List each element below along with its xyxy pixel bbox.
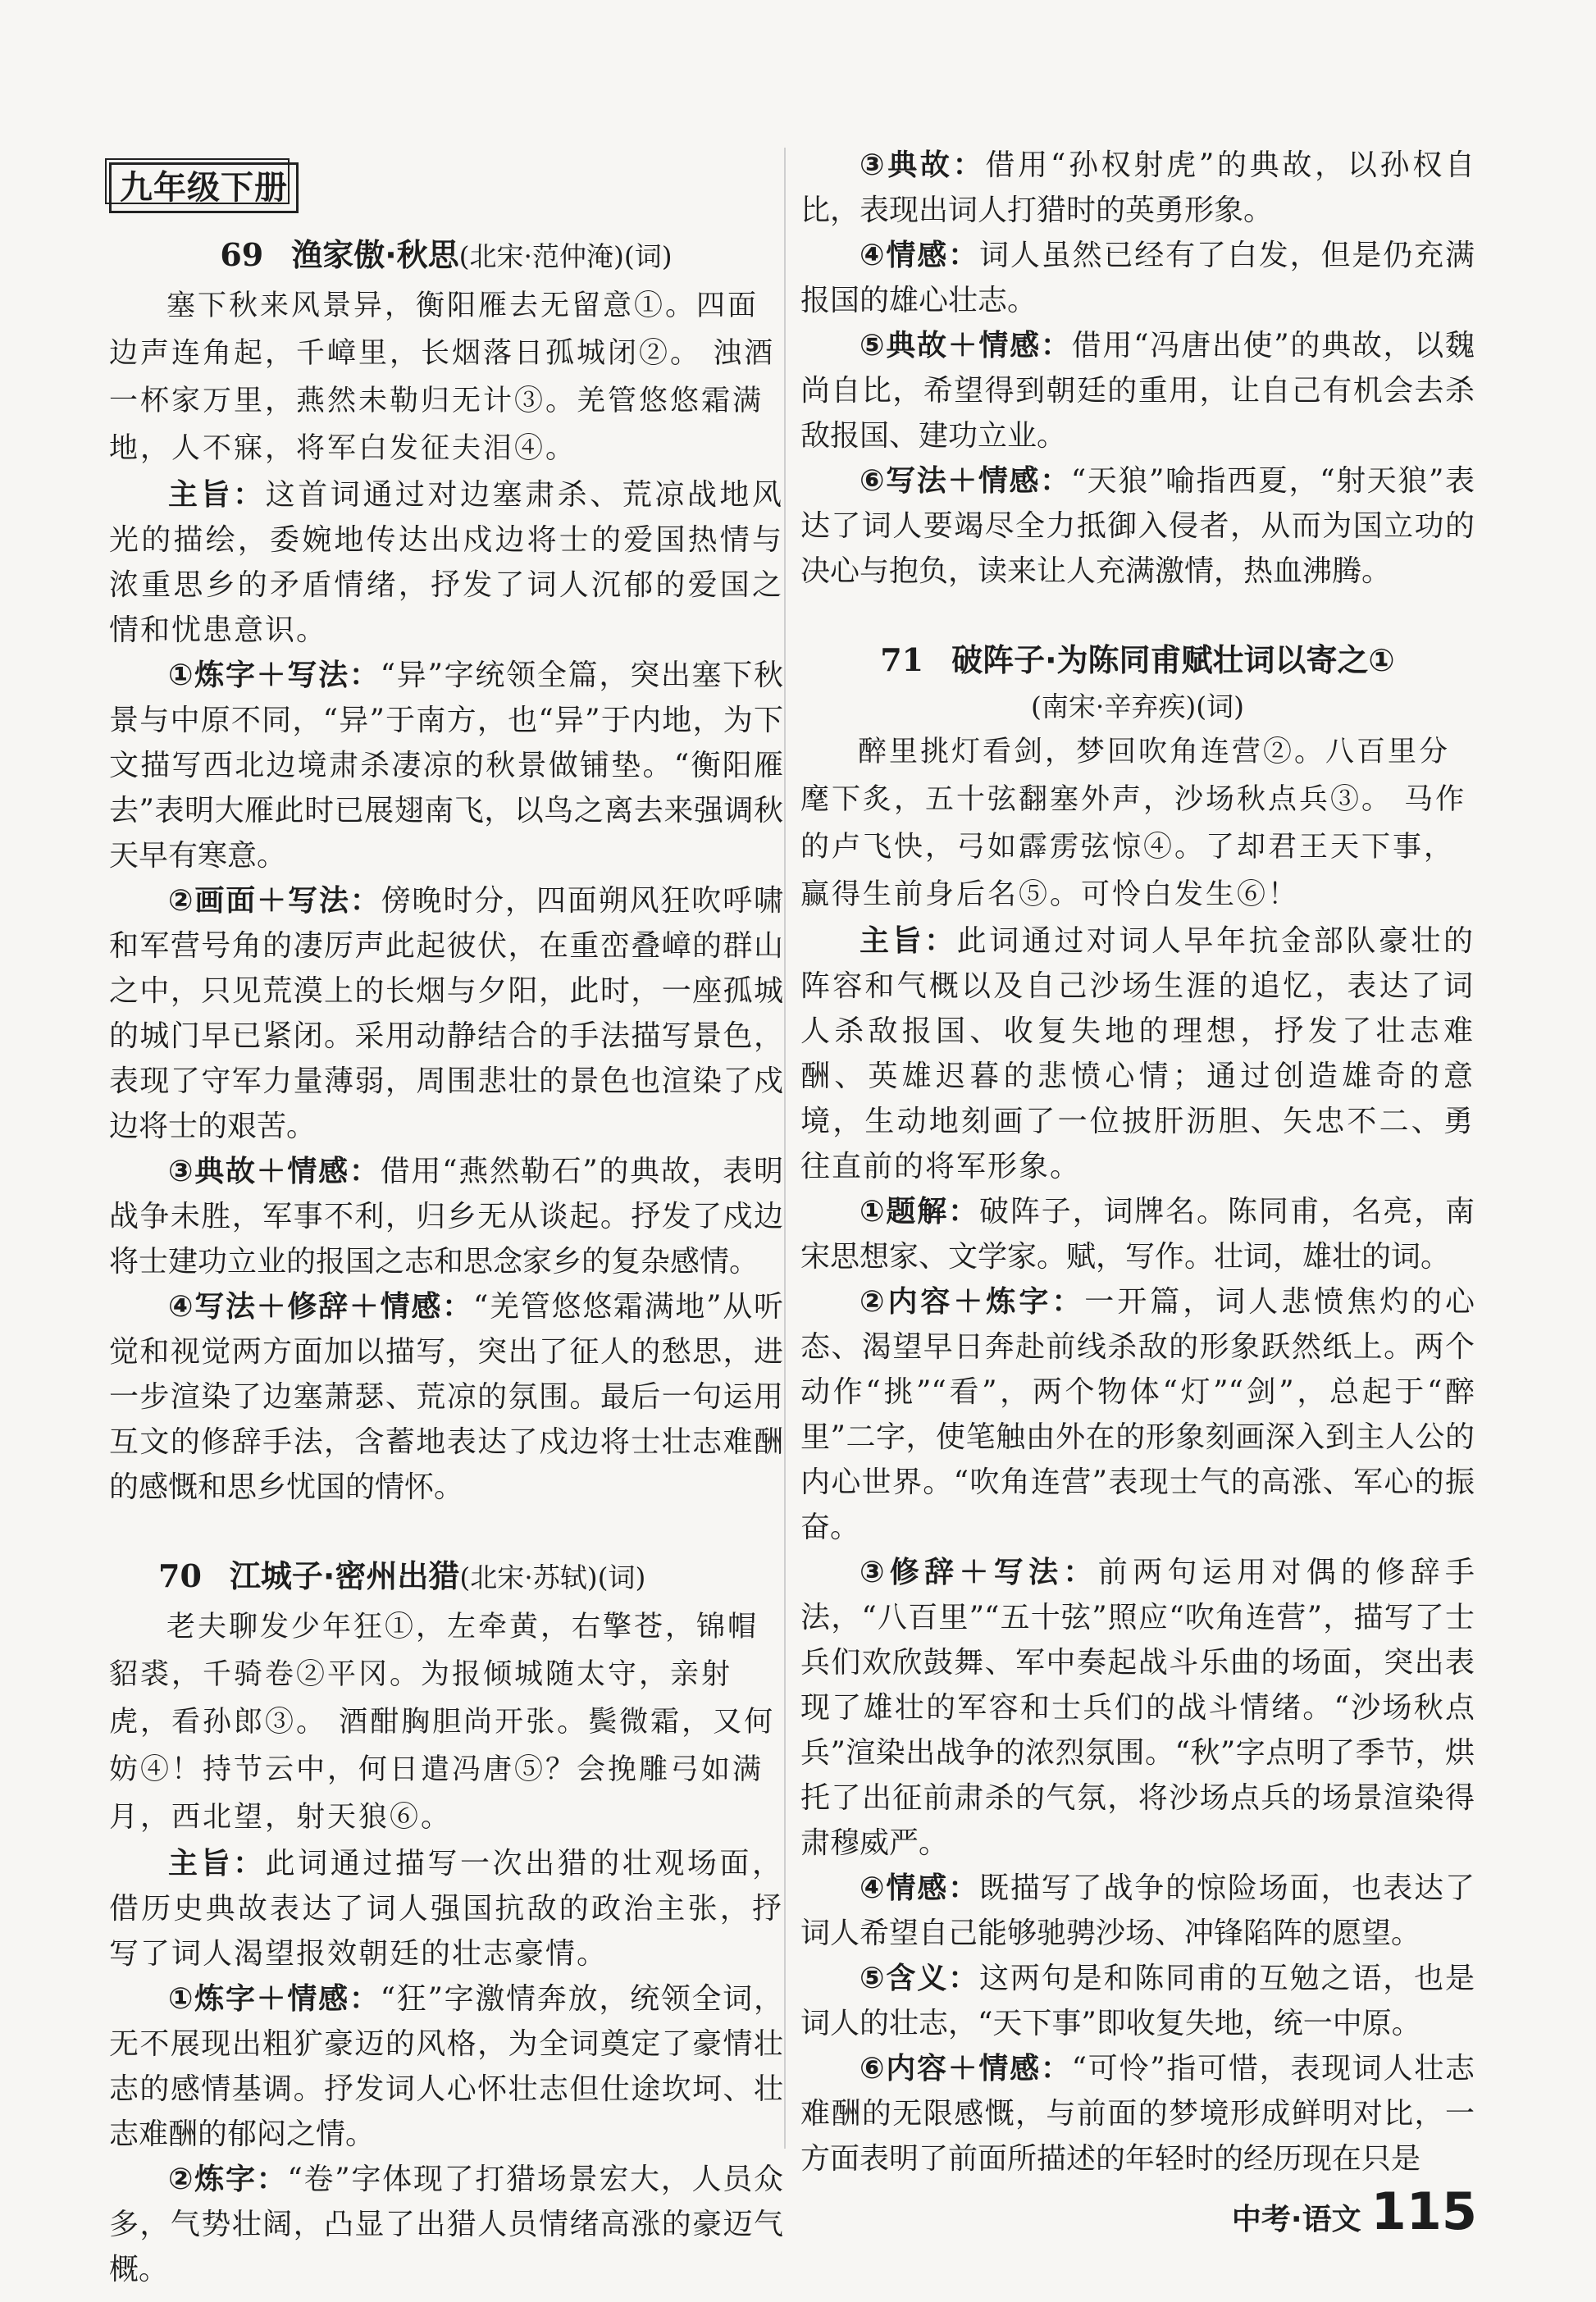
poem70-note-2: ②炼字：“卷”字体现了打猎场景宏大，人员众多，气势壮阔，凸显了出猎人员情绪高涨的豪迈气概。 [109,2163,783,2286]
page-footer [1232,2181,1477,2241]
poem70-name: 江城子·密州出猎 [229,1558,460,1594]
poem71-text: 醉里挑灯看剑，梦回吹角连营②。八百里分麾下炙，五十弦翻塞外声，沙场秋点兵③。 马作的卢飞快，弓如霹雳弦惊④。了却君王天下事，赢得生前身后名⑤。可怜白发生⑥！ [800,736,1467,911]
poem69-theme: 主旨：这首词通过对边塞肃杀、荒凉战地风光的描绘，委婉地传达出戍边将士的爱国热情与浓重思乡的矛盾情绪，抒发了词人沉郁的爱国之情和忧患意识。 [109,478,783,647]
footer-subject: 中考·语文 [1231,2203,1361,2236]
poem71-theme: 主旨：此词通过对词人早年抗金部队豪壮的阵容和气概以及自己沙场生涯的追忆，表达了词人杀敌报国、收复失地的理想，抒发了壮志难酬、英雄迟暮的悲愤心情；通过创造雄奇的意境，生动地刻画了一位披肝沥胆、矢忠不二、勇往直前的将军形象。 [800,924,1475,1183]
poem69-note-1: ①炼字＋写法：“异”字统领全篇，突出塞下秋景与中原不同，“异”于南方，也“异”于内地，为下文描写西北边境肃杀凄凉的秋景做铺垫。“衡阳雁去”表明大雁此时已展翅南飞，以鸟之离去来强调秋天早有寒意。 [109,659,784,873]
poem69-title [109,230,783,282]
poem69-text: 塞下秋来风景异，衡阳雁去无留意①。四面边声连角起，千嶂里，长烟落日孤城闭②。 浊酒一杯家万里，燕然未勒归无计③。羌管悠悠霜满地，人不寐，将军白发征夫泪④。 [109,289,776,465]
poem70-text: 老夫聊发少年狂①，左牵黄，右擎苍，锦帽貂裘，千骑卷②平冈。为报倾城随太守，亲射虎，看孙郎③。 酒酣胸胆尚开张。鬓微霜，又何妨④！持节云中，何日遣冯唐⑤？会挽雕弓如满月，西北望，射天狼⑥。 [109,1611,776,1834]
poem71-note-6: ⑥内容＋情感：“可怜”指可惜，表现词人壮志难酬的无限感慨，与前面的梦境形成鲜明对比，一方面表明了前面所描述的年轻时的经历现在只是 [800,2052,1475,2176]
left-column [109,164,783,2292]
poem70-number: 70 [158,1557,202,1594]
poem70-note-6: ⑥写法＋情感：“天狼”喻指西夏，“射天狼”表达了词人要竭尽全力抵御入侵者，从而为国立功的决心与抱负，读来让人充满激情，热血沸腾。 [800,464,1475,588]
grade-title: 九年级下册 [109,162,299,213]
poem70-source: (北宋·苏轼)(词) [459,1561,646,1593]
poem71-title [800,635,1475,686]
poem71-source: (南宋·辛弃疾)(词) [1031,691,1244,723]
poem70-note-4: ④情感：词人虽然已经有了白发，但是仍充满报国的雄心壮志。 [800,239,1475,317]
right-column [800,143,1475,2181]
poem71-note-5: ⑤含义：这两句是和陈同甫的互勉之语，也是词人的壮志，“天下事”即收复失地，统一中原。 [800,1962,1475,2040]
poem71-note-3: ③修辞＋写法：前两句运用对偶的修辞手法，“八百里”“五十弦”照应“吹角连营”，描写了士兵们欢欣鼓舞、军中奏起战斗乐曲的场面，突出表现了雄壮的军容和士兵们的战斗情绪。“沙场秋点兵”渲染出战争的浓烈氛围。“秋”字点明了季节，烘托了出征前肃杀的气氛，将沙场点兵的场景渲染得肃穆威严。 [800,1556,1475,1860]
page-number: 115 [1370,2181,1477,2241]
poem69-note-4: ④写法＋修辞＋情感：“羌管悠悠霜满地”从听觉和视觉两方面加以描写，突出了征人的愁思，进一步渲染了边塞萧瑟、荒凉的氛围。最后一句运用互文的修辞手法，含蓄地表达了戍边将士壮志难酬的感慨和思乡忧国的情怀。 [109,1290,784,1504]
poem70-note-5: ⑤典故＋情感：借用“冯唐出使”的典故，以魏尚自比，希望得到朝廷的重用，让自己有机会去杀敌报国、建功立业。 [800,329,1475,453]
poem69-note-2: ②画面＋写法：傍晚时分，四面朔风狂吹呼啸和军营号角的凄厉声此起彼伏，在重峦叠嶂的群山之中，只见荒漠上的长烟与夕阳，此时，一座孤城的城门早已紧闭。采用动静结合的手法描写景色，表现了守军力量薄弱，周围悲壮的景色也渲染了戍边将士的艰苦。 [109,884,783,1143]
poem71-note-1: ①题解：破阵子，词牌名。陈同甫，名亮，南宋思想家、文学家。赋，写作。壮词，雄壮的词。 [800,1195,1475,1274]
poem70-theme: 主旨：此词通过描写一次出猎的壮观场面，借历史典故表达了词人强国抗敌的政治主张，抒写了词人渴望报效朝廷的壮志豪情。 [109,1847,783,1971]
poem71-number: 71 [880,641,924,678]
poem69-name: 渔家傲·秋思 [291,237,459,273]
poem70-note-1: ①炼字＋情感：“狂”字激情奔放，统领全词，无不展现出粗犷豪迈的风格，为全词奠定了豪情壮志的感情基调。抒发词人心怀壮志但仕途坎坷、壮志难酬的郁闷之情。 [109,1982,784,2151]
poem69-source: (北宋·范仲淹)(词) [458,240,673,272]
poem71-note-4: ④情感：既描写了战争的惊险场面，也表达了词人希望自己能够驰骋沙场、冲锋陷阵的愿望。 [800,1871,1475,1950]
poem70-note-3: ③典故：借用“孙权射虎”的典故，以孙权自比，表现出词人打猎时的英勇形象。 [800,148,1475,227]
poem69-number: 69 [220,236,264,273]
poem70-title [109,1551,783,1603]
poem69-note-3: ③典故＋情感：借用“燕然勒石”的典故，表明战争未胜，军事不利，归乡无从谈起。抒发了戍边将士建功立业的报国之志和思念家乡的复杂感情。 [109,1155,784,1279]
poem71-name: 破阵子·为陈同甫赋壮词以寄之① [951,642,1395,678]
column-divider [784,148,786,2149]
poem71-note-2: ②内容＋炼字：一开篇，词人悲愤焦灼的心态、渴望早日奔赴前线杀敌的形象跃然纸上。两个动作“挑”“看”，两个物体“灯”“剑”，总起于“醉里”二字，使笔触由外在的形象刻画深入到主人公的内心世界。“吹角连营”表现士气的高涨、军心的振奋。 [800,1285,1475,1544]
